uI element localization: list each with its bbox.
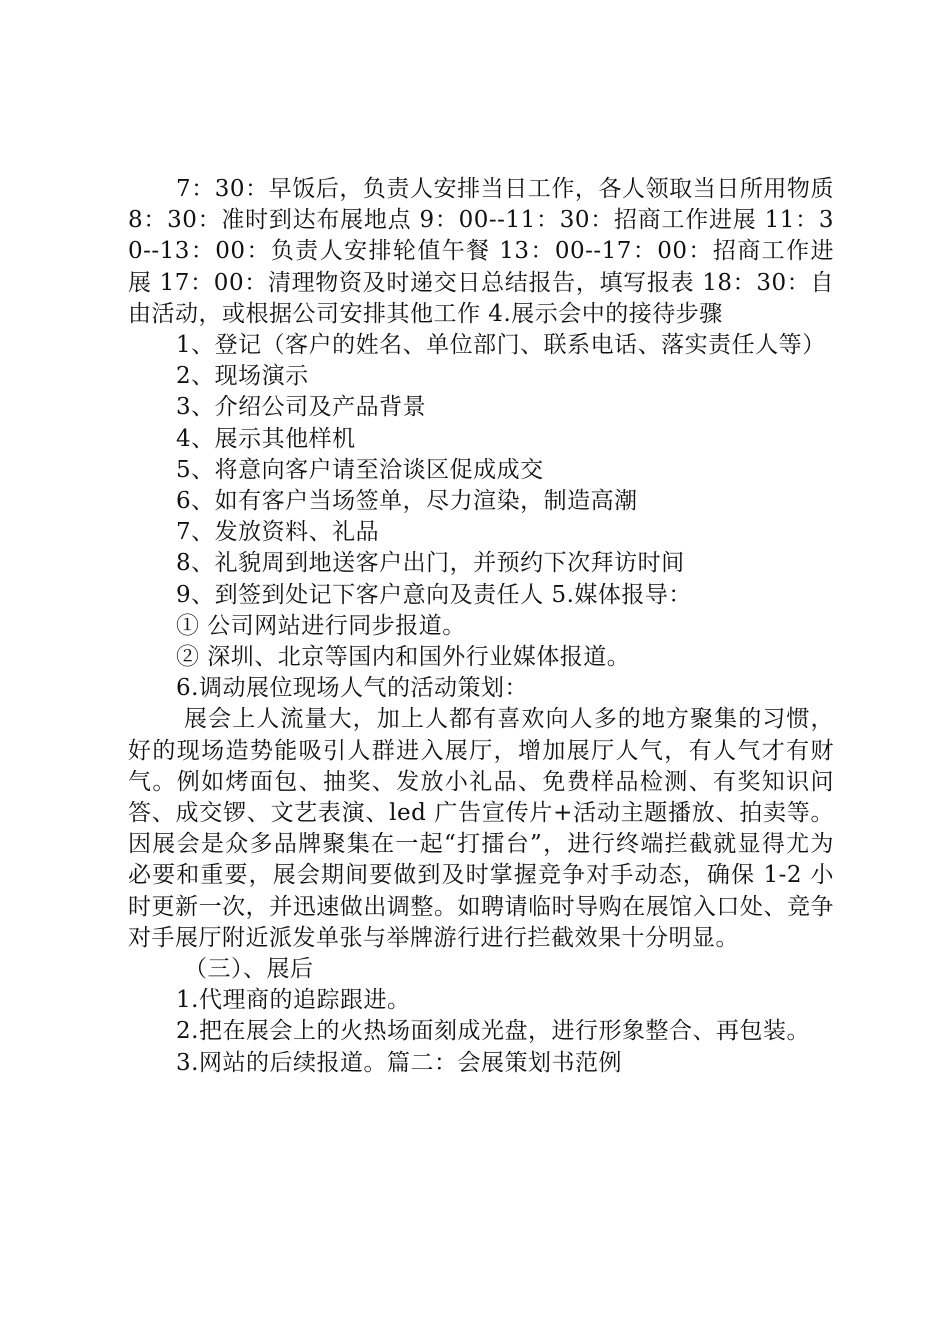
media-item-1: ① 公司网站进行同步报道。 (176, 612, 466, 639)
step-9-record-media: 9、到签到处记下客户意向及责任人 5.媒体报导： (176, 581, 692, 608)
media-item-2: ② 深圳、北京等国内和国外行业媒体报道。 (176, 644, 631, 671)
after-show-heading: （三）、展后 (184, 956, 314, 983)
document-body (128, 174, 834, 1079)
step-3-introduce: 3、介绍公司及产品背景 (176, 394, 427, 421)
step-1-register: 1、登记（客户的姓名、单位部门、联系电话、落实责任人等） (176, 332, 826, 359)
after-item-1: 1.代理商的追踪跟进。 (176, 987, 411, 1014)
activity-paragraph: 展会上人流量大，加上人都有喜欢向人多的地方聚集的习惯，好的现场造势能吸引人群进入展厅，增加展厅人气，有人气才有财气。例如烤面包、抽奖、发放小礼品、免费样品检测、有奖知识问答、成交锣、文艺表演、led 广告宣传片+活动主题播放、拍卖等。因展会是众多品牌聚集在一起“打擂台”，进行终端拦截就显得尤为必要和重要，展会期间要做到及时掌握竞争对手动态，确保 1-2 小时更新一次，并迅速做出调整。如聘请临时导购在展馆入口处、竞争对手展厅附近派发单张与举牌游行进行拦截效果十分明显。 (128, 706, 834, 951)
step-5-negotiate: 5、将意向客户请至洽谈区促成成交 (176, 456, 544, 483)
step-2-demo: 2、现场演示 (176, 363, 309, 390)
after-item-2: 2.把在展会上的火热场面刻成光盘，进行形象整合、再包装。 (176, 1018, 810, 1045)
after-item-3: 3.网站的后续报道。篇二：会展策划书范例 (176, 1049, 622, 1076)
schedule-paragraph: 7：30：早饭后，负责人安排当日工作，各人领取当日所用物质 8：30：准时到达布展地点 9：00--11：30：招商工作进展 11：30--13：00：负责人安排轮值午餐 13：00--17：00：招商工作进展 17：00：清理物资及时递交日总结报告，填写报表 18：30：自由活动，或根据公司安排其他工作 4.展示会中的接待步骤 (128, 176, 834, 327)
step-6-signing: 6、如有客户当场签单，尽力渲染，制造高潮 (176, 488, 638, 515)
section-6-heading: 6.调动展位现场人气的活动策划： (176, 675, 528, 702)
step-4-samples: 4、展示其他样机 (176, 425, 356, 452)
step-8-farewell: 8、礼貌周到地送客户出门，并预约下次拜访时间 (176, 550, 685, 577)
step-7-materials: 7、发放资料、礼品 (176, 519, 380, 546)
